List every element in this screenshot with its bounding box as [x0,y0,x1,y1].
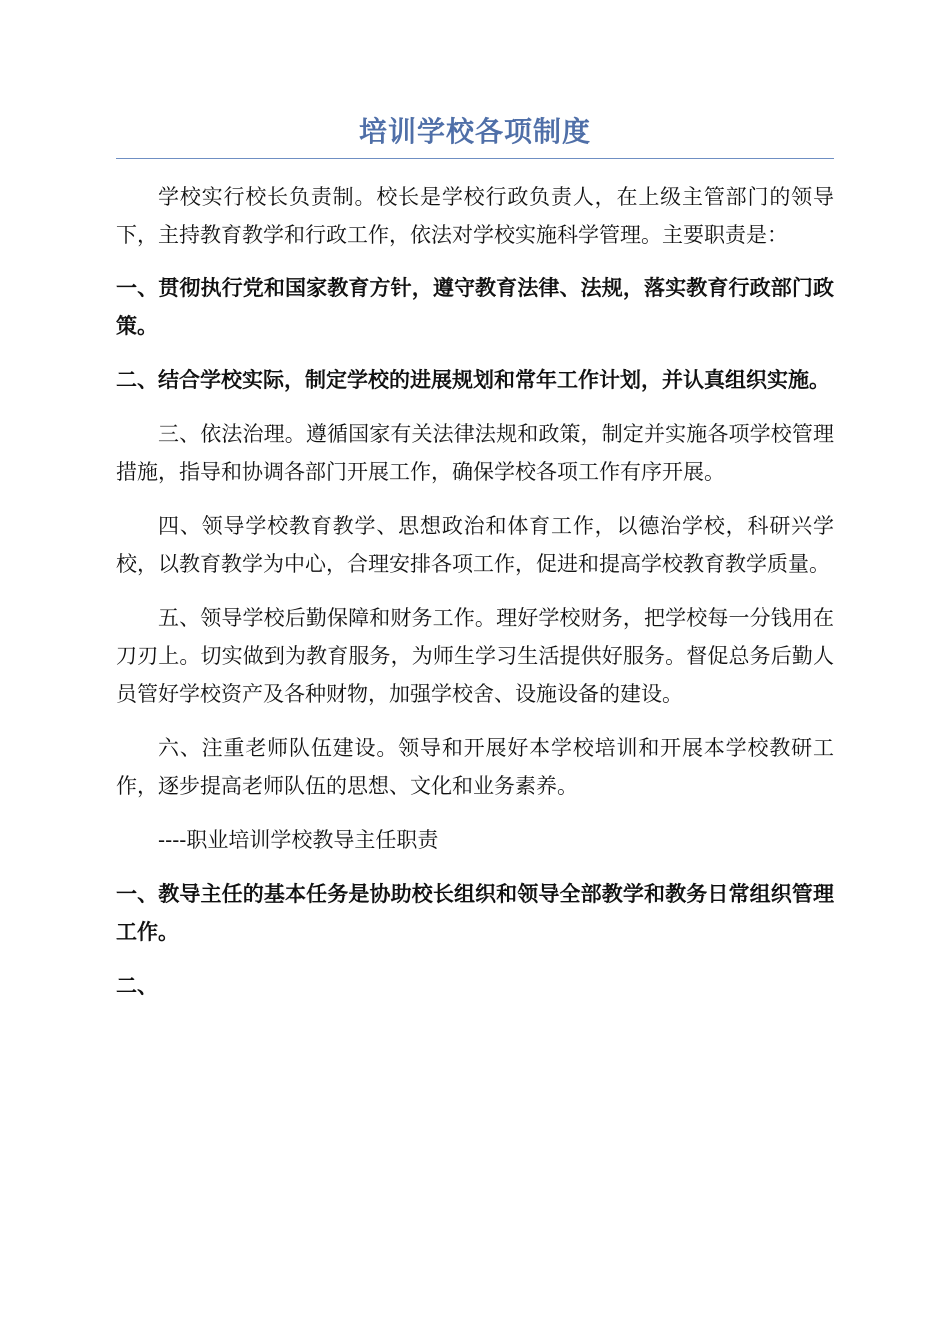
duty-item-4: 四、领导学校教育教学、思想政治和体育工作，以德治学校，科研兴学校，以教育教学为中心，合理安排各项工作，促进和提高学校教育教学质量。 [116,514,834,576]
duty-item-1: 一、贯彻执行党和国家教育方针，遵守教育法律、法规，落实教育行政部门政策。 [116,276,834,338]
director-item-1: 一、教导主任的基本任务是协助校长组织和领导全部教学和教务日常组织管理工作。 [116,882,834,944]
duty-item-3: 三、依法治理。遵循国家有关法律法规和政策，制定并实施各项学校管理措施，指导和协调各部门开展工作，确保学校各项工作有序开展。 [116,422,834,484]
duty-item-2: 二、结合学校实际，制定学校的进展规划和常年工作计划，并认真组织实施。 [116,368,830,392]
document-page [116,110,834,1005]
director-item-2: 二、 [116,974,158,998]
page-title: 培训学校各项制度 [116,110,834,159]
duty-item-5: 五、领导学校后勤保障和财务工作。理好学校财务，把学校每一分钱用在刀刃上。切实做到为教育服务，为师生学习生活提供好服务。督促总务后勤人员管好学校资产及各种财物，加强学校舍、设施设备的建设。 [116,606,834,706]
intro-paragraph: 学校实行校长负责制。校长是学校行政负责人，在上级主管部门的领导下，主持教育教学和行政工作，依法对学校实施科学管理。主要职责是： [116,185,834,247]
section-heading-teaching-director: ----职业培训学校教导主任职责 [158,828,439,852]
duty-item-6: 六、注重老师队伍建设。领导和开展好本学校培训和开展本学校教研工作，逐步提高老师队伍的思想、文化和业务素养。 [116,736,834,798]
